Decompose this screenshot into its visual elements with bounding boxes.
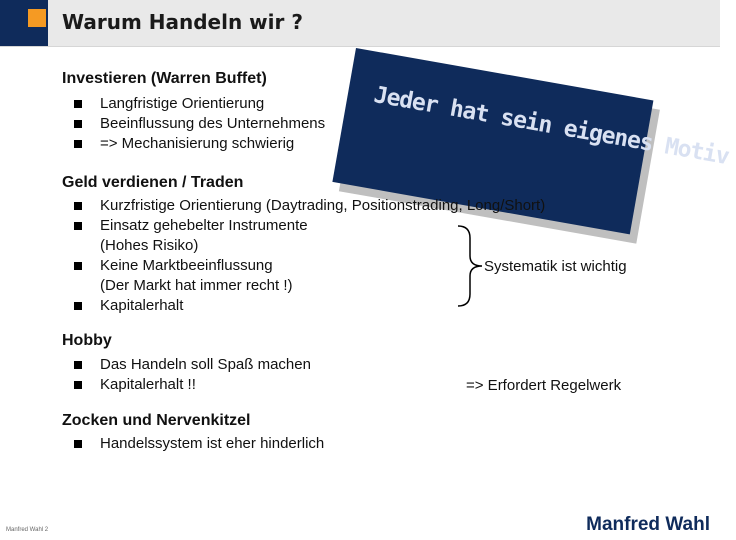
list-item bbox=[72, 434, 324, 454]
footer-author: Manfred Wahl bbox=[586, 514, 710, 535]
square-bullet-icon bbox=[74, 361, 82, 369]
list-item-text: => Mechanisierung schwierig bbox=[100, 135, 295, 152]
list-item-text: Keine Marktbeeinflussung bbox=[100, 257, 273, 274]
section-title-hobby: Hobby bbox=[62, 332, 112, 349]
note-regelwerk: => Erfordert Regelwerk bbox=[466, 377, 622, 394]
bullet-list-zocken bbox=[72, 434, 324, 454]
list-item-text: Kurzfristige Orientierung (Daytrading, Positionstrading, Long/Short) bbox=[100, 197, 546, 214]
list-item-subtext: (Der Markt hat immer recht !) bbox=[100, 277, 293, 294]
square-bullet-icon bbox=[74, 120, 82, 128]
square-bullet-icon bbox=[74, 140, 82, 148]
list-item bbox=[72, 114, 325, 134]
section-title-investieren: Investieren (Warren Buffet) bbox=[62, 70, 267, 87]
square-bullet-icon bbox=[74, 262, 82, 270]
list-item-text: Handelssystem ist eher hinderlich bbox=[100, 435, 325, 452]
page-title: Warum Handeln wir ? bbox=[62, 10, 303, 34]
list-item-text: Einsatz gehebelter Instrumente bbox=[100, 217, 308, 234]
square-bullet-icon bbox=[74, 381, 82, 389]
list-item-text: Beeinflussung des Unternehmens bbox=[100, 115, 326, 132]
list-item bbox=[72, 355, 311, 375]
list-item-text: Das Handeln soll Spaß machen bbox=[100, 356, 311, 373]
list-item bbox=[72, 375, 311, 395]
banner-text: Jeder hat sein eigenes Motiv bbox=[371, 82, 731, 171]
square-bullet-icon bbox=[74, 440, 82, 448]
header-square-icon bbox=[28, 9, 46, 27]
square-bullet-icon bbox=[74, 202, 82, 210]
list-item-text: Kapitalerhalt bbox=[100, 297, 184, 314]
bullet-list-hobby bbox=[72, 355, 311, 395]
square-bullet-icon bbox=[74, 302, 82, 310]
note-systematik: Systematik ist wichtig bbox=[484, 258, 627, 275]
list-item-text: Kapitalerhalt !! bbox=[100, 376, 196, 393]
footer-page-label: Manfred Wahl 2 bbox=[6, 527, 49, 533]
list-item-text: Langfristige Orientierung bbox=[100, 95, 265, 112]
list-item bbox=[72, 134, 325, 154]
header-bar bbox=[0, 0, 720, 47]
list-item-subtext: (Hohes Risiko) bbox=[100, 237, 199, 254]
section-title-traden: Geld verdienen / Traden bbox=[62, 174, 244, 191]
square-bullet-icon bbox=[74, 100, 82, 108]
square-bullet-icon bbox=[74, 222, 82, 230]
list-item bbox=[72, 94, 325, 114]
bullet-list-investieren bbox=[72, 94, 325, 154]
section-title-zocken: Zocken und Nervenkitzel bbox=[62, 412, 251, 429]
list-item bbox=[72, 196, 545, 216]
curly-brace-icon bbox=[456, 224, 486, 308]
